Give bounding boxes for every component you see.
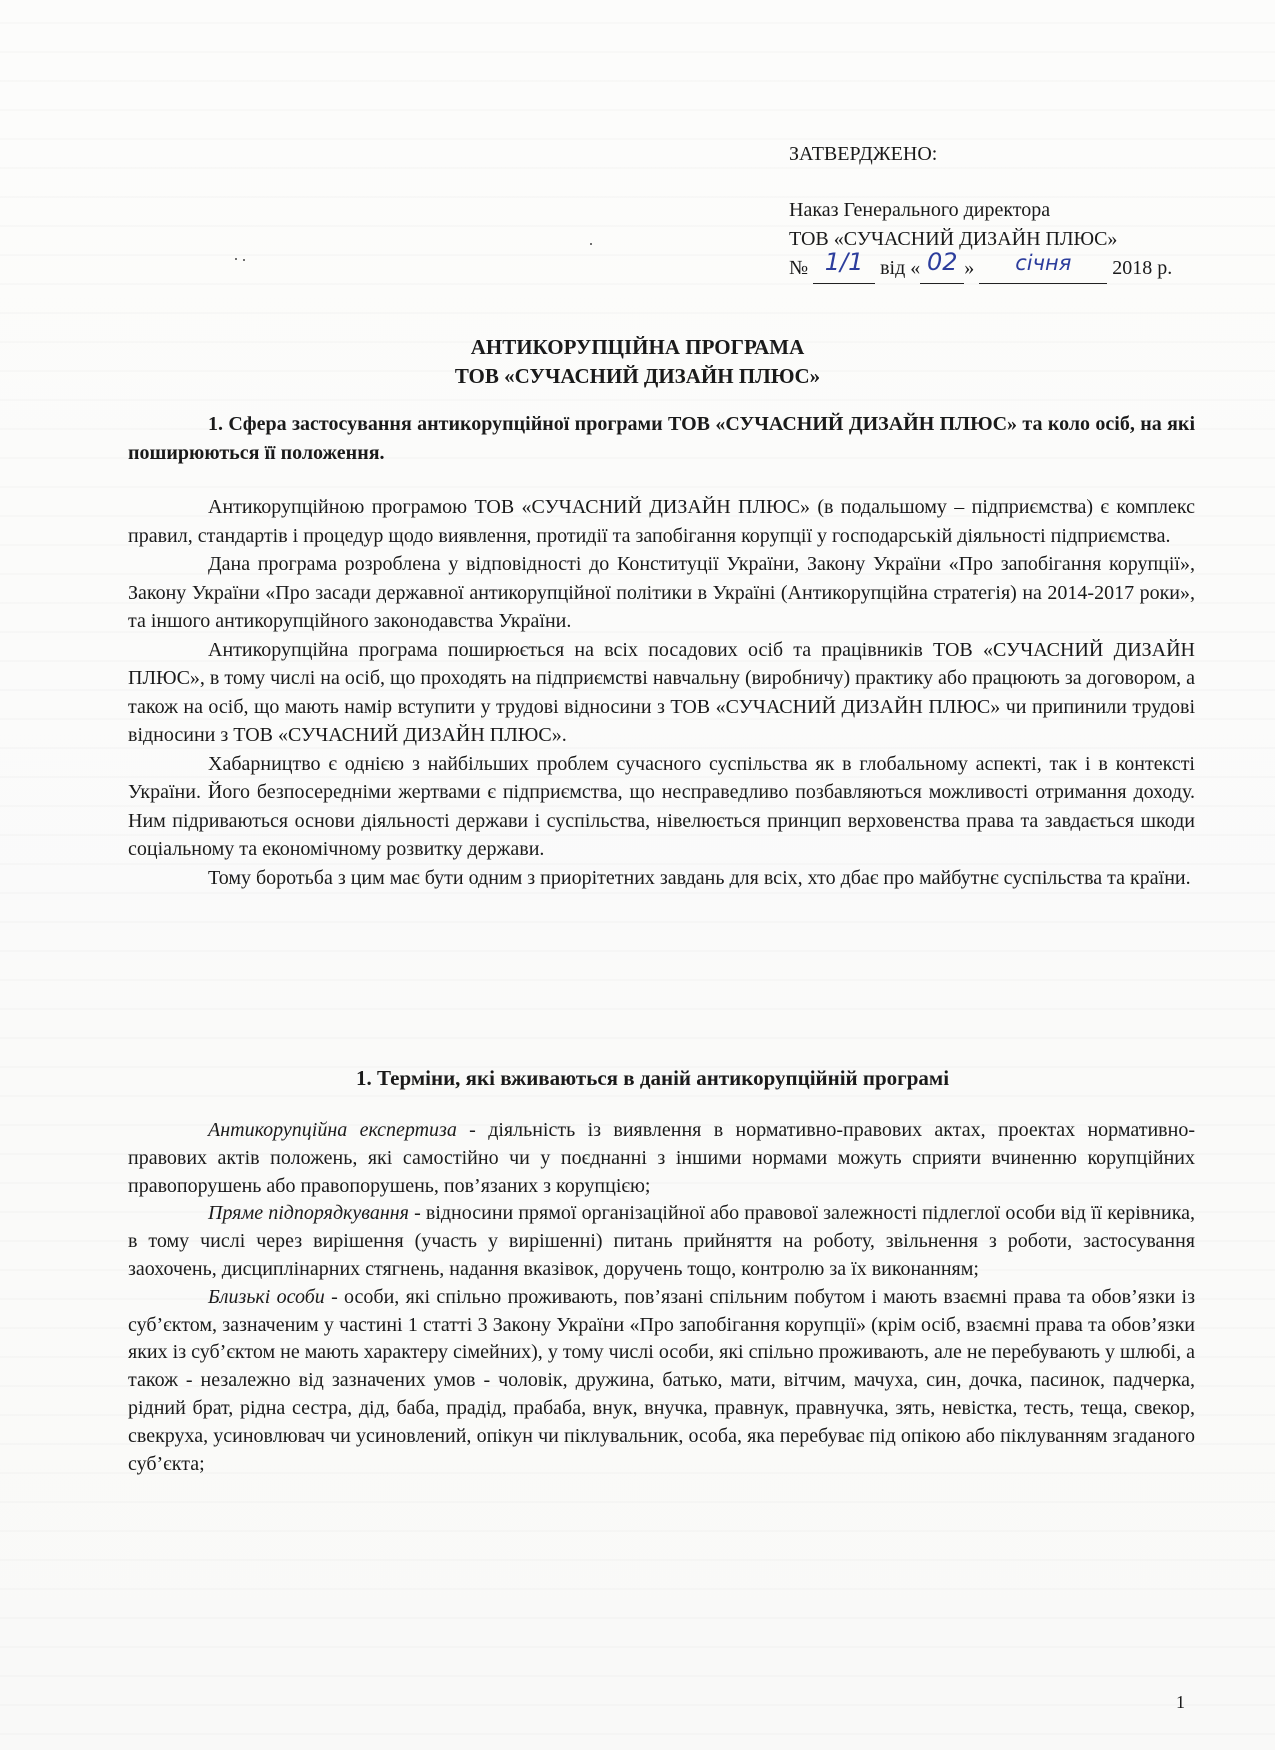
order-line: Наказ Генерального директора xyxy=(789,199,1051,221)
section-1-paragraph: Антикорупційна програма поширюється на всіх посадових осіб та працівників ТОВ «СУЧАСНИЙ ДИЗАЙН ПЛЮС», в тому числі на осіб, що проходять на підприємстві навчальну (виробничу) практику або працюють за договором, а також на осіб, що мають намір вступити у трудові відносини з ТОВ «СУЧАСНИЙ ДИЗАЙН ПЛЮС» чи припинили трудові відносини з ТОВ «СУЧАСНИЙ ДИЗАЙН ПЛЮС». xyxy=(128,638,1195,746)
term-text: - діяльність із виявлення в нормативно-правових актах, проектах нормативно-правових актів положень, які самостійно чи у поєднанні з іншими нормами можуть сприяти вчиненню корупційних правопорушень або правопорушень, пов’язаних з корупцією; xyxy=(128,1119,1195,1197)
month-handwritten: січня xyxy=(1015,251,1072,275)
section-2 xyxy=(128,1117,1195,1478)
term-name: Близькі особи xyxy=(208,1285,325,1308)
section-1-paragraph: Хабарництво є однією з найбільших проблем сучасного суспільства як в глобальному аспекті, так і в контексті України. Його безпосередніми жертвами є підприємства, що несправедливо позбавляються можливості отримання доходу. Ним підриваються основи діяльності держави і суспільства, нівелюється принцип верховенства права та завдається шкоди соціальному та економічному розвитку держави. xyxy=(128,752,1195,860)
scan-speck xyxy=(243,259,245,261)
section-1-paragraph: Тому боротьба з цим має бути одним з приорітетних завдань для всіх, хто дбає про майбутнє суспільства та країни. xyxy=(208,866,1191,889)
term-text: - відносини прямої організаційної або правової залежності підлеглої особи від її керівника, в тому числі через вирішення (участь у вирішенні) питань прийняття на роботу, звільнення з роботи, застосування заохочень, дисциплінарних стягнень, надання вказівок, доручень тощо, контролю за їх виконанням; xyxy=(128,1202,1196,1280)
section-1-paragraph: Дана програма розроблена у відповідності до Конституції України, Закону України «Про запобігання корупції», Закону України «Про засади державної антикорупційної політики в Україні (Антикорупційна стратегія) на 2014-2017 роки», та іншого антикорупційного законодавства України. xyxy=(128,553,1195,632)
day-blank xyxy=(920,248,964,284)
day-handwritten: 02 xyxy=(927,248,958,276)
title-line-2: ТОВ «СУЧАСНИЙ ДИЗАЙН ПЛЮС» xyxy=(454,364,821,388)
order-number-blank xyxy=(813,248,875,284)
section-1-paragraph: Антикорупційною програмою ТОВ «СУЧАСНИЙ ДИЗАЙН ПЛЮС» (в подальшому – підприємства) є комплекс правил, стандартів і процедур щодо виявлення, протидії та запобігання корупції у господарській діяльності підприємства. xyxy=(128,496,1195,547)
section-1-heading: 1. Сфера застосування антикорупційної програми ТОВ «СУЧАСНИЙ ДИЗАЙН ПЛЮС» та коло осіб, на які поширюються її положення. xyxy=(128,413,1195,464)
page-number: 1 xyxy=(1176,1692,1185,1712)
approval-block xyxy=(789,140,1219,284)
term-definition xyxy=(128,1200,1195,1283)
term-definition xyxy=(128,1117,1195,1200)
approved-label: ЗАТВЕРДЖЕНО: xyxy=(789,143,938,165)
scan-speck xyxy=(590,243,592,245)
number-prefix: № xyxy=(789,257,809,279)
document-title xyxy=(0,333,1275,391)
day-close: » xyxy=(964,257,975,279)
section-1 xyxy=(128,410,1195,892)
month-blank xyxy=(979,251,1107,284)
term-name: Пряме підпорядкування xyxy=(208,1202,409,1225)
term-name: Антикорупційна експертиза xyxy=(208,1119,457,1141)
year-suffix: 2018 р. xyxy=(1112,257,1173,279)
title-line-1: АНТИКОРУПЦІЙНА ПРОГРАМА xyxy=(470,335,805,359)
term-text: - особи, які спільно проживають, пов’язані спільним побутом і мають взаємні права та обов’язки із суб’єктом, зазначеним у частині 1 статті 3 Закону України «Про запобігання корупції» (крім осіб, взаємні права та обов’язки яких із суб’єктом не мають характеру сімейних), у тому числі особи, які спільно проживають, але не перебувають у шлюбі, а також - незалежно від зазначених умов - чоловік, дружина, батько, мати, вітчим, мачуха, син, дочка, пасинок, падчерка, рідний брат, рідна сестра, дід, баба, прадід, прабаба, внук, внучка, правнук, правнучка, зять, невістка, тесть, теща, свекор, свекруха, усиновлювач чи усиновлений, опікун чи піклувальник, особа, яка перебуває під опікою або піклуванням згаданого суб’єкта; xyxy=(128,1285,1195,1475)
scan-speck xyxy=(235,258,237,260)
order-number-line xyxy=(789,248,1219,284)
from-label: від « xyxy=(880,257,921,279)
company-line: ТОВ «СУЧАСНИЙ ДИЗАЙН ПЛЮС» xyxy=(789,228,1118,250)
section-2-heading: 1. Терміни, які вживаються в даній антикорупційній програмі xyxy=(355,1066,950,1090)
term-definition xyxy=(128,1284,1195,1479)
order-number-handwritten: 1/1 xyxy=(824,248,864,276)
